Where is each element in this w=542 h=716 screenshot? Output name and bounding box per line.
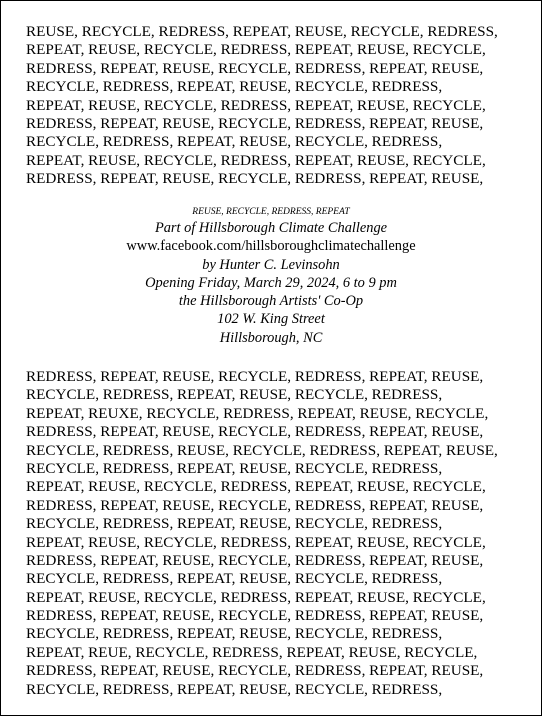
text-line: RECYCLE, REDRESS, REPEAT, REUSE, RECYCLE, REDRESS, — [26, 570, 443, 588]
text-line: REDRESS, REPEAT, REUSE, RECYCLE, REDRESS, REPEAT, REUSE, — [26, 662, 484, 680]
text-line: REDRESS, REPEAT, REUSE, RECYCLE, REDRESS, REPEAT, REUSE, — [26, 170, 484, 188]
text-line: RECYCLE, REDRESS, REPEAT, REUSE, RECYCLE, REDRESS, — [26, 515, 443, 533]
text-line: REPEAT, REUSE, RECYCLE, REDRESS, REPEAT, REUSE, RECYCLE, — [26, 41, 486, 59]
text-line: RECYCLE, REDRESS, REPEAT, REUSE, RECYCLE, REDRESS, — [26, 680, 443, 698]
text-line: REUSE, RECYCLE, REDRESS, REPEAT, REUSE, RECYCLE, REDRESS, — [26, 23, 498, 40]
top-text-block — [26, 23, 526, 189]
part-of-line: Part of Hillsborough Climate Challenge — [154, 220, 388, 236]
exhibit-title: REUSE, RECYCLE, REDRESS, REPEAT — [192, 207, 350, 217]
artist-line: by Hunter C. Levinsohn — [202, 256, 340, 273]
text-line: REPEAT, REUSE, RECYCLE, REDRESS, REPEAT, REUSE, RECYCLE, — [26, 588, 486, 606]
text-line: RECYCLE, REDRESS, REPEAT, REUSE, RECYCLE, REDRESS, — [26, 78, 443, 96]
text-line: REDRESS, REPEAT, REUSE, RECYCLE, REDRESS, REPEAT, REUSE, — [26, 496, 484, 514]
text-line: REPEAT, REUE, RECYCLE, REDRESS, REPEAT, REUSE, RECYCLE, — [26, 643, 478, 661]
text-line: REDRESS, REPEAT, REUSE, RECYCLE, REDRESS, REPEAT, REUSE, — [26, 423, 484, 441]
text-line: REDRESS, REPEAT, REUSE, RECYCLE, REDRESS, REPEAT, REUSE, — [26, 607, 484, 625]
text-line: REPEAT, REUSE, RECYCLE, REDRESS, REPEAT, REUSE, RECYCLE, — [26, 96, 486, 114]
text-line: REDRESS, REPEAT, REUSE, RECYCLE, REDRESS, REPEAT, REUSE, — [26, 551, 484, 569]
text-line: RECYCLE, REDRESS, REPEAT, REUSE, RECYCLE, REDRESS, — [26, 459, 443, 477]
text-line: RECYCLE, REDRESS, REPEAT, REUSE, RECYCLE, REDRESS, — [26, 133, 443, 151]
text-line: RECYCLE, REDRESS, REPEAT, REUSE, RECYCLE, REDRESS, — [26, 625, 443, 643]
facebook-url: www.facebook.com/hillsboroughclimatechallenge — [126, 238, 416, 255]
text-line: REPEAT, REUSE, RECYCLE, REDRESS, REPEAT, REUSE, RECYCLE, — [26, 151, 486, 169]
text-line: RECYCLE, REDRESS, REPEAT, REUSE, RECYCLE, REDRESS, — [26, 386, 443, 404]
text-line: REPEAT, REUXE, RECYCLE, REDRESS, REPEAT, REUSE, RECYCLE, — [26, 404, 489, 422]
text-line: REDRESS, REPEAT, REUSE, RECYCLE, REDRESS, REPEAT, REUSE, — [26, 368, 484, 385]
text-line: REPEAT, REUSE, RECYCLE, REDRESS, REPEAT, REUSE, RECYCLE, — [26, 533, 486, 551]
bottom-text-block — [26, 368, 526, 699]
opening-line: Opening Friday, March 29, 2024, 6 to 9 pm — [145, 274, 397, 291]
city-line: Hillsborough, NC — [219, 329, 323, 346]
text-line: REDRESS, REPEAT, REUSE, RECYCLE, REDRESS, REPEAT, REUSE, — [26, 59, 484, 77]
text-line: REPEAT, REUSE, RECYCLE, REDRESS, REPEAT, REUSE, RECYCLE, — [26, 478, 486, 496]
text-line: REDRESS, REPEAT, REUSE, RECYCLE, REDRESS, REPEAT, REUSE, — [26, 114, 484, 132]
text-line: RECYCLE, REDRESS, REUSE, RECYCLE, REDRESS, REPEAT, REUSE, — [26, 441, 498, 459]
event-info — [1, 205, 541, 347]
street-line: 102 W. King Street — [217, 311, 325, 328]
venue-line: the Hillsborough Artists' Co-Op — [178, 293, 364, 310]
